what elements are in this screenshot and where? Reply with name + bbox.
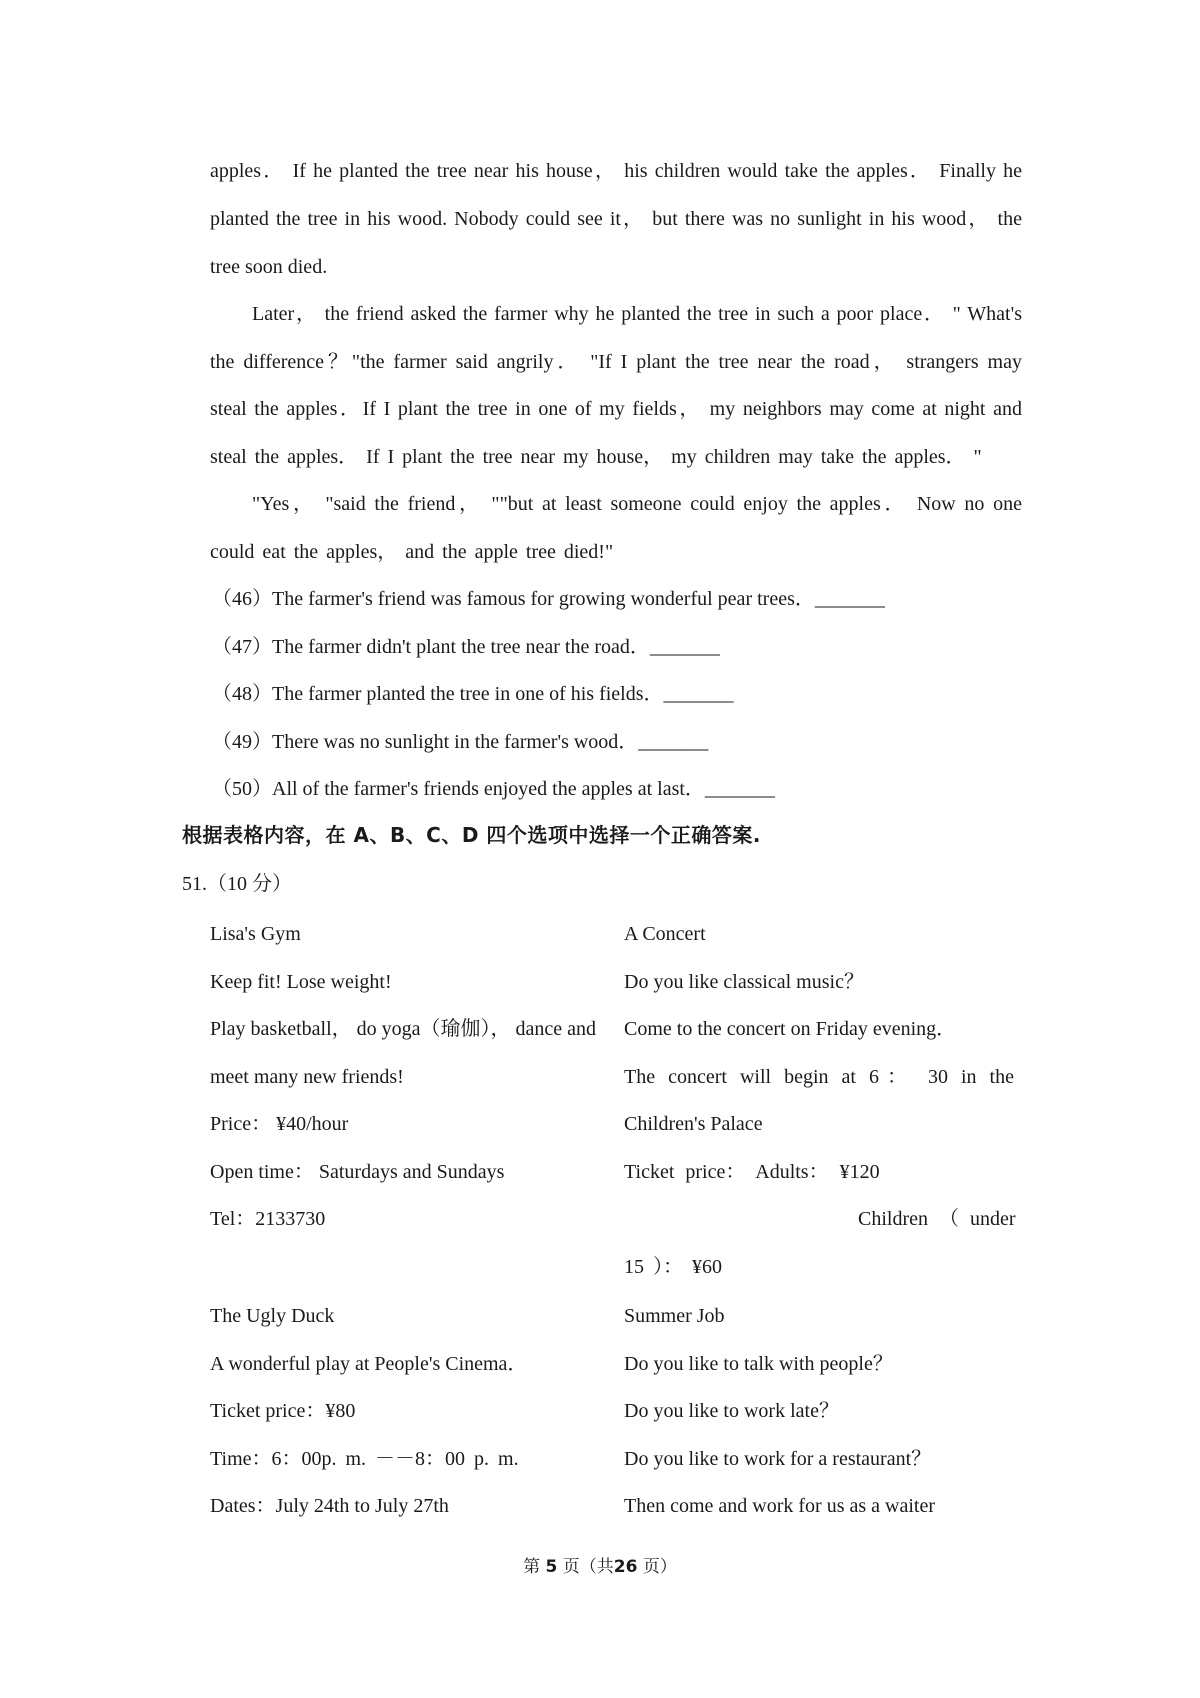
concert-title: A Concert	[624, 923, 706, 945]
question-47: （47）The farmer didn't plant the tree near the road．_______	[212, 636, 720, 658]
question-46: （46）The farmer's friend was famous for growing wonderful pear trees．_______	[212, 588, 885, 610]
passage-line: tree soon died.	[210, 256, 328, 278]
gym-title: Lisa's Gym	[210, 923, 301, 945]
concert-line: Do you like classical music？	[624, 971, 864, 993]
duck-ticket-price: Ticket price：¥80	[210, 1400, 356, 1422]
footer-page-number: 5	[545, 1557, 558, 1577]
passage-line: "Yes， "said the friend， ""but at least someone could enjoy the apples． Now no one	[252, 493, 1022, 515]
job-title: Summer Job	[624, 1305, 725, 1327]
gym-open-time: Open time： Saturdays and Sundays	[210, 1161, 505, 1183]
footer-suffix: 页）	[642, 1557, 677, 1577]
footer-total-pages: 26	[613, 1557, 638, 1577]
passage-line: the difference？"the farmer said angrily． "If I plant the tree near the road， strangers may	[210, 351, 1022, 373]
gym-line: meet many new friends!	[210, 1066, 404, 1088]
passage-line: Later， the friend asked the farmer why he planted the tree in such a poor place． " What's	[252, 303, 1022, 325]
question-48: （48）The farmer planted the tree in one of his fields．_______	[212, 683, 734, 705]
page-footer	[0, 1556, 1200, 1578]
job-line: Do you like to work for a restaurant？	[624, 1448, 932, 1470]
gym-line: Play basketball， do yoga（瑜伽）， dance and	[210, 1018, 597, 1040]
question-51-number: 51.（10 分）	[182, 873, 292, 895]
footer-prefix: 第	[523, 1557, 541, 1577]
question-49: （49）There was no sunlight in the farmer's wood．_______	[212, 731, 709, 753]
duck-line: A wonderful play at People's Cinema．	[210, 1353, 528, 1375]
passage-line: apples． If he planted the tree near his house， his children would take the apples． Finally he	[210, 160, 1022, 182]
concert-line: The concert will begin at 6： 30 in the	[624, 1066, 1014, 1088]
footer-middle: 页（共	[562, 1557, 614, 1577]
concert-line: Children （ under	[858, 1208, 1016, 1230]
passage-line: steal the apples．If I plant the tree in one of my fields， my neighbors may come at night and	[210, 398, 1022, 420]
concert-line: Come to the concert on Friday evening．	[624, 1018, 957, 1040]
job-line: Do you like to work late？	[624, 1400, 839, 1422]
duck-title: The Ugly Duck	[210, 1305, 335, 1327]
duck-time: Time：6：00p. m. －－8：00 p. m.	[210, 1448, 519, 1470]
passage-line: could eat the apples， and the apple tree died!"	[210, 541, 614, 563]
question-50: （50）All of the farmer's friends enjoyed the apples at last．_______	[212, 778, 775, 800]
section-heading: 根据表格内容，在 A、B、C、D 四个选项中选择一个正确答案.	[182, 823, 762, 847]
passage-line: steal the apples． If I plant the tree near my house， my children may take the apples． "	[210, 446, 982, 468]
gym-tel: Tel：2133730	[210, 1208, 326, 1230]
concert-ticket-price: Ticket price： Adults： ¥120	[624, 1161, 880, 1183]
duck-dates: Dates：July 24th to July 27th	[210, 1495, 449, 1517]
concert-line: 15 ）： ¥60	[624, 1256, 722, 1278]
gym-price: Price： ¥40/hour	[210, 1113, 349, 1135]
job-line: Then come and work for us as a waiter	[624, 1495, 935, 1517]
concert-line: Children's Palace	[624, 1113, 763, 1135]
job-line: Do you like to talk with people？	[624, 1353, 893, 1375]
passage-line: planted the tree in his wood. Nobody could see it， but there was no sunlight in his wood， the	[210, 208, 1022, 230]
gym-line: Keep fit! Lose weight!	[210, 971, 392, 993]
